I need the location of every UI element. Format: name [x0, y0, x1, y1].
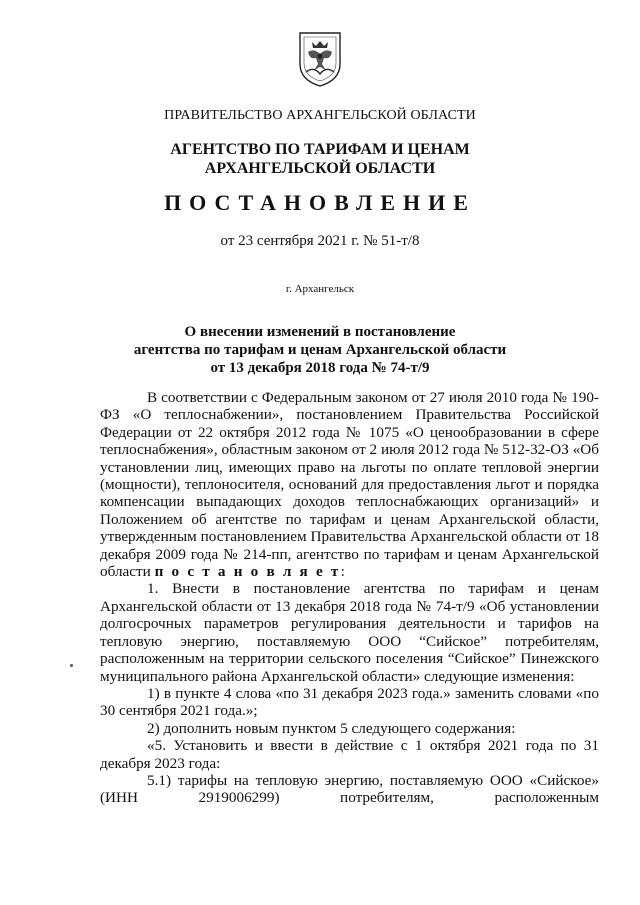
agency-name-line1: АГЕНТСТВО ПО ТАРИФАМ И ЦЕНАМ [170, 141, 470, 158]
agency-name-line2: АРХАНГЕЛЬСКОЙ ОБЛАСТИ [204, 160, 436, 177]
document-type-title: ПОСТАНОВЛЕНИЕ [164, 190, 476, 215]
coat-of-arms-emblem [294, 30, 346, 88]
document-body [100, 389, 599, 807]
decree-word: п о с т а н о в л я е т [154, 563, 341, 581]
government-name: ПРАВИТЕЛЬСТВО АРХАНГЕЛЬСКОЙ ОБЛАСТИ [164, 108, 476, 123]
agency-name [0, 140, 640, 178]
clause-1-1-paragraph: 1) в пункте 4 слова «по 31 декабря 2023 года.» заменить словами «по 30 сентября 2021 года.»; [100, 684, 599, 720]
preamble-paragraph [100, 389, 599, 580]
document-date-number: от 23 сентября 2021 г. № 51-т/8 [220, 233, 420, 249]
clause-1-paragraph: 1. Внести в постановление агентства по тарифам и ценам Архангельской области от 13 декабря 2018 года № 74-т/9 «Об установлении долгосрочных параметров регулирования деятельности и тарифов на тепловую энергию, поставляемую ООО “Сийское” потребителям, расположенным на территории сельского поселения “Сийское” Пинежского муниципального района Архангельской области» следующие изменения: [100, 580, 599, 685]
clause-5-1-paragraph: 5.1) тарифы на тепловую энергию, поставляемую ООО «Сийское» (ИНН 2919006299) потребителям, расположенным [100, 771, 599, 807]
preamble-text: В соответствии с Федеральным законом от 27 июля 2010 года № 190-ФЗ «О теплоснабжении», постановлением Правительства Российской Федерации от 22 октября 2012 года № 1075 «О ценообразовании в сфере теплоснабжения», областным законом от 2 июля 2012 года № 512-32-ОЗ «Об установлении лиц, имеющих право на льготы по оплате тепловой энергии (мощности), теплоносителя, оснований для предоставления льгот и порядка компенсации выпадающих доходов теплоснабжающих организаций» и Положением об агентстве по тарифам и ценам Архангельской области, утвержденным постановлением Правительства Архангельской области от 18 декабря 2009 года № 214-пп, агентство по тарифам и ценам Архангельской области [100, 389, 599, 581]
document-subject [0, 323, 640, 377]
preamble-colon: : [340, 563, 345, 581]
subject-line2: агентства по тарифам и ценам Архангельской области [133, 342, 507, 358]
subject-line1: О внесении изменений в постановление [184, 324, 456, 340]
document-city: г. Архангельск [285, 283, 355, 295]
clause-1-2-paragraph: 2) дополнить новым пунктом 5 следующего содержания: [147, 719, 516, 737]
subject-line3: от 13 декабря 2018 года № 74-т/9 [210, 360, 430, 376]
clause-5-paragraph: «5. Установить и ввести в действие с 1 октября 2021 года по 31 декабря 2023 года: [100, 737, 599, 772]
margin-mark [70, 664, 73, 667]
